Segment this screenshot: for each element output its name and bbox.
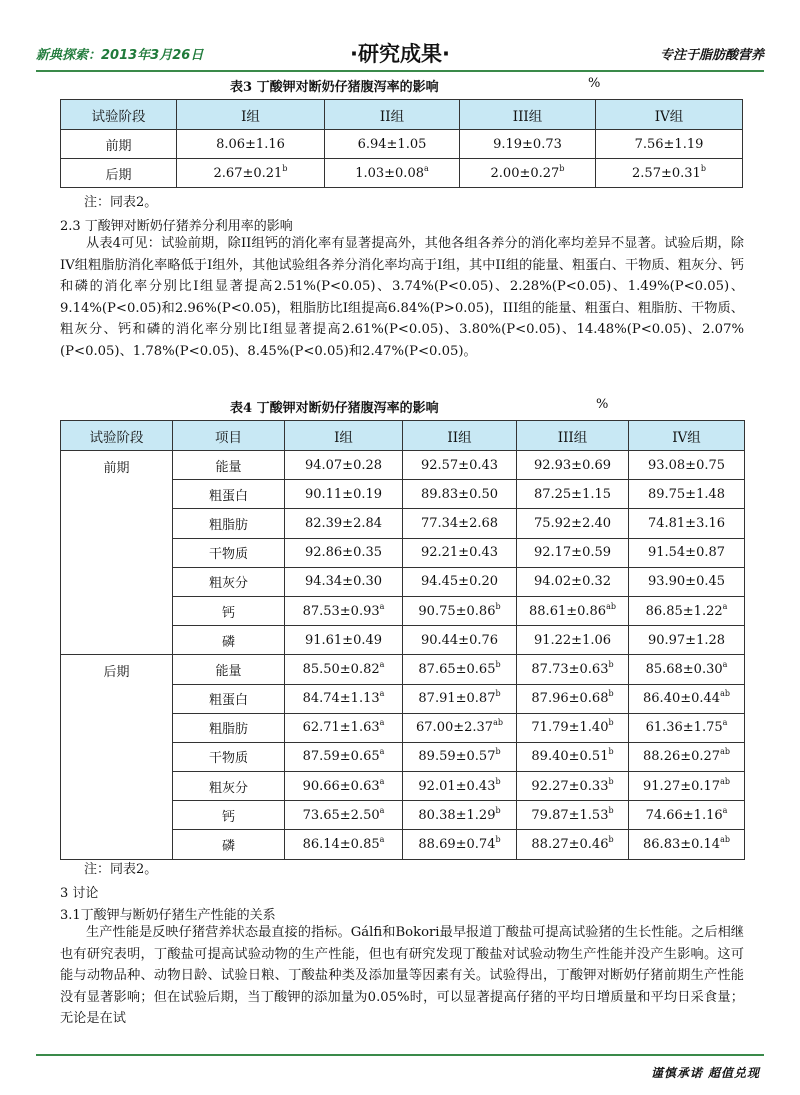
table4-value-cell bbox=[517, 480, 629, 509]
significance-superscript: ab bbox=[720, 747, 730, 757]
cell-value: 89.59±0.57 bbox=[418, 749, 496, 765]
cell-value: 79.87±1.53 bbox=[531, 807, 609, 823]
cell-value: 67.00±2.37 bbox=[416, 720, 494, 736]
cell-value: 1.03±0.08 bbox=[355, 165, 424, 181]
cell-value: 94.34±0.30 bbox=[304, 574, 383, 590]
table4-value-cell bbox=[517, 801, 629, 830]
table4-value-cell bbox=[629, 538, 745, 567]
table4-value-cell bbox=[629, 567, 745, 596]
table4-value-cell bbox=[403, 801, 517, 830]
cell-value: 87.96±0.68 bbox=[531, 691, 609, 707]
cell-value: 74.81±3.16 bbox=[647, 515, 726, 531]
table4-value-cell bbox=[517, 684, 629, 713]
header-rule bbox=[36, 70, 764, 72]
table4-value-cell bbox=[403, 509, 517, 538]
section-3-heading: 3 讨论 bbox=[60, 886, 99, 901]
table4-value-cell bbox=[403, 772, 517, 801]
cell-value: 94.07±0.28 bbox=[304, 457, 383, 473]
significance-superscript: b bbox=[282, 163, 288, 173]
significance-superscript: b bbox=[608, 776, 614, 786]
cell-value: 74.66±1.16 bbox=[645, 807, 723, 823]
cell-value: 61.36±1.75 bbox=[645, 720, 723, 736]
cell-value: 87.25±1.15 bbox=[533, 486, 612, 502]
cell-value: 77.34±2.68 bbox=[420, 515, 499, 531]
table4-item-cell: 粗灰分 bbox=[173, 772, 285, 801]
table4-item-cell: 干物质 bbox=[173, 742, 285, 771]
significance-superscript: a bbox=[379, 747, 385, 757]
table4-item-cell: 钙 bbox=[173, 801, 285, 830]
section-3-1-paragraph bbox=[60, 922, 744, 1030]
significance-superscript: b bbox=[495, 659, 501, 669]
cell-value: 90.44±0.76 bbox=[420, 632, 499, 648]
significance-superscript: b bbox=[608, 718, 614, 728]
table4 bbox=[60, 420, 745, 860]
table4-item-cell: 能量 bbox=[173, 655, 285, 684]
table4-header-group4: IV组 bbox=[629, 421, 745, 451]
table4-value-cell bbox=[629, 480, 745, 509]
cell-value: 2.67±0.21 bbox=[213, 165, 283, 181]
table4-value-cell bbox=[629, 830, 745, 859]
cell-value: 89.40±0.51 bbox=[531, 749, 609, 765]
table4-value-cell bbox=[285, 596, 403, 625]
table4-title: 表4 丁酸钾对断奶仔猪腹泻率的影响 bbox=[230, 401, 439, 416]
significance-superscript: b bbox=[495, 835, 501, 845]
table4-value-cell bbox=[629, 509, 745, 538]
cell-value: 71.79±1.40 bbox=[531, 720, 609, 736]
table4-item-cell: 粗灰分 bbox=[173, 567, 285, 596]
table4-value-cell bbox=[517, 742, 629, 771]
significance-superscript: b bbox=[495, 776, 501, 786]
cell-value: 88.69±0.74 bbox=[418, 837, 496, 853]
table3-row bbox=[61, 130, 743, 159]
table4-header-row bbox=[61, 421, 745, 451]
table3-value-cell bbox=[325, 159, 460, 188]
footer-rule bbox=[36, 1054, 764, 1056]
table4-value-cell bbox=[285, 713, 403, 742]
table3-header-phase: 试验阶段 bbox=[61, 100, 177, 130]
table4-item-cell: 粗蛋白 bbox=[173, 684, 285, 713]
header-slogan: 专注于脂肪酸营养 bbox=[659, 48, 764, 63]
significance-superscript: b bbox=[495, 689, 501, 699]
table3-value-cell bbox=[460, 130, 596, 159]
cell-value: 62.71±1.63 bbox=[302, 720, 380, 736]
table4-value-cell bbox=[517, 509, 629, 538]
table3-title: 表3 丁酸钾对断奶仔猪腹泻率的影响 bbox=[230, 80, 439, 95]
significance-superscript: ab bbox=[720, 776, 730, 786]
cell-value: 86.85±1.22 bbox=[645, 603, 723, 619]
table4-value-cell bbox=[629, 801, 745, 830]
table4-value-cell bbox=[285, 538, 403, 567]
table4-caption bbox=[230, 397, 609, 416]
table4-value-cell bbox=[285, 772, 403, 801]
cell-value: 91.61±0.49 bbox=[304, 632, 383, 648]
table4-value-cell bbox=[285, 742, 403, 771]
section-2-3-heading: 2.3 丁酸钾对断奶仔猪养分利用率的影响 bbox=[60, 219, 293, 234]
cell-value: 2.00±0.27 bbox=[490, 165, 560, 181]
table4-value-cell bbox=[517, 596, 629, 625]
cell-value: 92.57±0.43 bbox=[420, 457, 499, 473]
table4-item-cell: 能量 bbox=[173, 451, 285, 480]
table3-header-group3: III组 bbox=[460, 100, 596, 130]
table3-value-cell bbox=[177, 130, 325, 159]
cell-value: 6.94±1.05 bbox=[357, 136, 427, 152]
table4-value-cell bbox=[403, 626, 517, 655]
table4-item-cell: 磷 bbox=[173, 830, 285, 859]
table4-value-cell bbox=[517, 538, 629, 567]
table3-header-group4: IV组 bbox=[596, 100, 743, 130]
table4-value-cell bbox=[517, 655, 629, 684]
table4-phase-cell: 后期 bbox=[61, 655, 173, 859]
table4-value-cell bbox=[517, 830, 629, 859]
significance-superscript: a bbox=[722, 718, 728, 728]
cell-value: 93.08±0.75 bbox=[647, 457, 726, 473]
table3-phase-cell: 前期 bbox=[61, 130, 177, 159]
table4-value-cell bbox=[285, 509, 403, 538]
cell-value: 92.21±0.43 bbox=[420, 545, 499, 561]
table4-value-cell bbox=[285, 451, 403, 480]
cell-value: 73.65±2.50 bbox=[302, 807, 380, 823]
cell-value: 86.14±0.85 bbox=[302, 837, 380, 853]
cell-value: 91.27±0.17 bbox=[643, 778, 721, 794]
table4-value-cell bbox=[629, 655, 745, 684]
cell-value: 92.93±0.69 bbox=[533, 457, 612, 473]
cell-value: 91.22±1.06 bbox=[533, 632, 612, 648]
significance-superscript: a bbox=[379, 659, 385, 669]
table4-item-cell: 粗蛋白 bbox=[173, 480, 285, 509]
table3-header-group1: I组 bbox=[177, 100, 325, 130]
table4-value-cell bbox=[629, 684, 745, 713]
significance-superscript: ab bbox=[606, 601, 616, 611]
table3-phase-cell: 后期 bbox=[61, 159, 177, 188]
table4-value-cell bbox=[403, 830, 517, 859]
table3-header-row bbox=[61, 100, 743, 130]
table4-item-cell: 粗脂肪 bbox=[173, 713, 285, 742]
table4-value-cell bbox=[517, 451, 629, 480]
page-header bbox=[0, 0, 800, 70]
cell-value: 7.56±1.19 bbox=[634, 136, 704, 152]
cell-value: 89.83±0.50 bbox=[420, 486, 499, 502]
significance-superscript: a bbox=[379, 718, 385, 728]
cell-value: 87.91±0.87 bbox=[418, 691, 496, 707]
footer-slogan: 谨慎承诺 超值兑现 bbox=[650, 1066, 760, 1080]
table4-value-cell bbox=[403, 596, 517, 625]
cell-value: 85.68±0.30 bbox=[645, 661, 723, 677]
table4-value-cell bbox=[285, 626, 403, 655]
significance-superscript: a bbox=[722, 805, 728, 815]
cell-value: 80.38±1.29 bbox=[418, 807, 496, 823]
table4-header-group3: III组 bbox=[517, 421, 629, 451]
table4-header-phase: 试验阶段 bbox=[61, 421, 173, 451]
cell-value: 87.65±0.65 bbox=[418, 661, 496, 677]
table4-item-cell: 钙 bbox=[173, 596, 285, 625]
section-2-3-paragraph bbox=[60, 233, 744, 362]
table4-value-cell bbox=[629, 451, 745, 480]
table4-item-cell: 粗脂肪 bbox=[173, 509, 285, 538]
cell-value: 89.75±1.48 bbox=[647, 486, 726, 502]
table4-row bbox=[61, 451, 745, 480]
table4-value-cell bbox=[517, 713, 629, 742]
table4-value-cell bbox=[285, 655, 403, 684]
table4-header-group2: II组 bbox=[403, 421, 517, 451]
table4-value-cell bbox=[403, 713, 517, 742]
cell-value: 93.90±0.45 bbox=[647, 574, 726, 590]
table4-header-item: 项目 bbox=[173, 421, 285, 451]
table4-header-group1: I组 bbox=[285, 421, 403, 451]
significance-superscript: a bbox=[722, 601, 728, 611]
cell-value: 90.66±0.63 bbox=[302, 778, 380, 794]
table3-caption bbox=[230, 76, 601, 95]
table3-note: 注：同表2。 bbox=[84, 195, 158, 210]
table4-value-cell bbox=[285, 567, 403, 596]
table4-value-cell bbox=[285, 684, 403, 713]
header-section-title: ·研究成果· bbox=[350, 42, 450, 66]
table4-value-cell bbox=[629, 626, 745, 655]
significance-superscript: a bbox=[379, 835, 385, 845]
table4-value-cell bbox=[403, 538, 517, 567]
table4-note: 注：同表2。 bbox=[84, 862, 158, 877]
cell-value: 75.92±2.40 bbox=[533, 515, 612, 531]
significance-superscript: b bbox=[608, 835, 614, 845]
table4-value-cell bbox=[517, 772, 629, 801]
significance-superscript: a bbox=[379, 776, 385, 786]
table4-item-cell: 磷 bbox=[173, 626, 285, 655]
cell-value: 90.11±0.19 bbox=[304, 486, 383, 502]
cell-value: 8.06±1.16 bbox=[216, 136, 285, 152]
significance-superscript: b bbox=[700, 163, 706, 173]
cell-value: 90.75±0.86 bbox=[418, 603, 496, 619]
cell-value: 94.02±0.32 bbox=[533, 574, 612, 590]
significance-superscript: ab bbox=[720, 835, 730, 845]
cell-value: 92.01±0.43 bbox=[418, 778, 496, 794]
significance-superscript: b bbox=[495, 601, 501, 611]
cell-value: 90.97±1.28 bbox=[647, 632, 726, 648]
significance-superscript: b bbox=[495, 805, 501, 815]
table4-row bbox=[61, 655, 745, 684]
significance-superscript: a bbox=[722, 659, 728, 669]
table4-value-cell bbox=[403, 742, 517, 771]
table4-value-cell bbox=[403, 655, 517, 684]
table4-value-cell bbox=[629, 742, 745, 771]
cell-value: 2.57±0.31 bbox=[632, 165, 701, 181]
section-3-1-text: 生产性能是反映仔猪营养状态最直接的指标。Gálfi和Bokori最早报道丁酸盐可提高试验猪的生长性能。之后相继也有研究表明，丁酸盐可提高试验动物的生产性能，但也有研究发现丁酸盐对试验动物生产性能并没产生影响。这可能与动物品种、动物日龄、试验日粮、丁酸盐种类及添加量等因素有关。试验得出，丁酸钾对断奶仔猪前期生产性能没有显著影响；但在试验后期，当丁酸钾的添加量为0.05%时，可以显著提高仔猪的平均日增质量和平均日采食量；无论是在试 bbox=[60, 925, 744, 1026]
significance-superscript: ab bbox=[720, 689, 730, 699]
table3-value-cell bbox=[177, 159, 325, 188]
table4-unit: % bbox=[596, 397, 609, 412]
cell-value: 88.61±0.86 bbox=[529, 603, 607, 619]
significance-superscript: a bbox=[379, 805, 385, 815]
significance-superscript: b bbox=[559, 163, 565, 173]
table4-value-cell bbox=[403, 567, 517, 596]
significance-superscript: b bbox=[608, 747, 614, 757]
table4-value-cell bbox=[629, 596, 745, 625]
table4-value-cell bbox=[285, 480, 403, 509]
cell-value: 86.83±0.14 bbox=[643, 837, 721, 853]
table4-value-cell bbox=[629, 713, 745, 742]
table3-value-cell bbox=[460, 159, 596, 188]
section-3-1-heading: 3.1丁酸钾与断奶仔猪生产性能的关系 bbox=[60, 908, 276, 923]
table3-unit: % bbox=[588, 76, 601, 91]
table4-value-cell bbox=[403, 684, 517, 713]
table4-value-cell bbox=[285, 801, 403, 830]
table3-header-group2: II组 bbox=[325, 100, 460, 130]
significance-superscript: b bbox=[608, 689, 614, 699]
cell-value: 88.27±0.46 bbox=[531, 837, 609, 853]
cell-value: 87.53±0.93 bbox=[302, 603, 380, 619]
cell-value: 82.39±2.84 bbox=[304, 515, 383, 531]
table3-value-cell bbox=[596, 159, 743, 188]
cell-value: 92.27±0.33 bbox=[531, 778, 609, 794]
significance-superscript: b bbox=[608, 805, 614, 815]
table3-row bbox=[61, 159, 743, 188]
cell-value: 92.86±0.35 bbox=[304, 545, 383, 561]
section-2-3-text: 从表4可见：试验前期，除II组钙的消化率有显著提高外，其他各组各养分的消化率均差异不显著。试验后期，除IV组粗脂肪消化率略低于I组外，其他试验组各养分消化率均高于I组，其中II组的能量、粗蛋白、干物质、粗灰分、钙和磷的消化率分别比I组显著提高2.51%(P<0.05)、3.74%(P<0.05)、2.28%(P<0.05)、1.49%(P<0.05)、9.14%(P<0.05)和2.96%(P<0.05)，粗脂肪比I组提高6.84%(P>0.05)，III组的能量、粗蛋白、粗脂肪、干物质、粗灰分、钙和磷的消化率分别比I组显著提高2.61%(P<0.05)、3.80%(P<0.05)、14.48%(P<0.05)、2.07%(P<0.05)、1.78%(P<0.05)、8.45%(P<0.05)和2.47%(P<0.05)。 bbox=[60, 236, 744, 359]
cell-value: 87.73±0.63 bbox=[531, 661, 609, 677]
significance-superscript: b bbox=[495, 747, 501, 757]
significance-superscript: a bbox=[379, 689, 385, 699]
cell-value: 85.50±0.82 bbox=[302, 661, 380, 677]
significance-superscript: a bbox=[424, 163, 429, 173]
table3-value-cell bbox=[325, 130, 460, 159]
cell-value: 84.74±1.13 bbox=[302, 691, 380, 707]
table4-item-cell: 干物质 bbox=[173, 538, 285, 567]
table3-value-cell bbox=[596, 130, 743, 159]
cell-value: 88.26±0.27 bbox=[643, 749, 721, 765]
table4-value-cell bbox=[517, 567, 629, 596]
cell-value: 92.17±0.59 bbox=[533, 545, 612, 561]
table4-value-cell bbox=[517, 626, 629, 655]
table4-value-cell bbox=[403, 451, 517, 480]
table4-value-cell bbox=[403, 480, 517, 509]
table4-phase-cell: 前期 bbox=[61, 451, 173, 655]
table3 bbox=[60, 99, 743, 188]
table4-value-cell bbox=[285, 830, 403, 859]
table4-value-cell bbox=[629, 772, 745, 801]
cell-value: 87.59±0.65 bbox=[302, 749, 380, 765]
significance-superscript: ab bbox=[493, 718, 503, 728]
header-journal-date: 新典探索：2013年3月26日 bbox=[36, 48, 204, 63]
cell-value: 86.40±0.44 bbox=[643, 691, 721, 707]
cell-value: 91.54±0.87 bbox=[647, 545, 726, 561]
cell-value: 9.19±0.73 bbox=[493, 136, 562, 152]
cell-value: 94.45±0.20 bbox=[420, 574, 499, 590]
significance-superscript: a bbox=[379, 601, 385, 611]
significance-superscript: b bbox=[608, 659, 614, 669]
